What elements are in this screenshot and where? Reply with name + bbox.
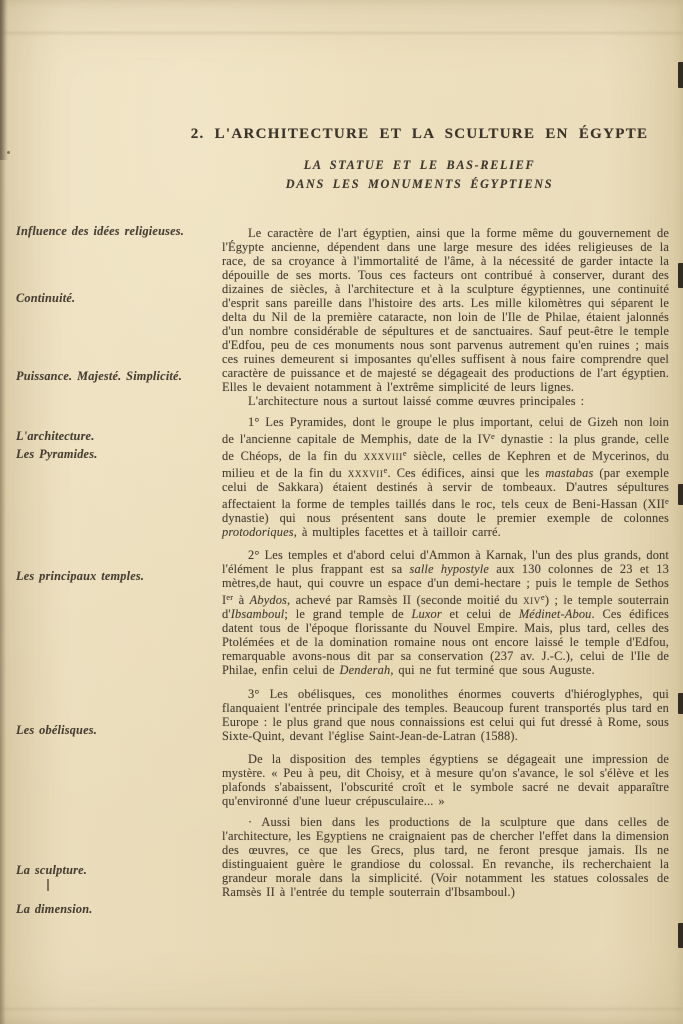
margin-note-architecture: L'architecture. [16, 429, 95, 443]
paragraph-caractere-art-egyptien: Le caractère de l'art égyptien, ainsi que la forme même du gouvernement de l'Égypte ancienne, dépendent dans une large mesure des idées religieuses de la race, de sa croyance à l'immortalité de l'âme, à la nécessité de garder intacte la dépouille de ses morts. Tous ces facteurs ont contribué à conserver, durant des dizaines de siècles, à l'architecture et à la sculpture égyptiennes, une continuité d'esprit sans pareille dans l'histoire des arts. Les mille kilomètres qui séparent le delta du Nil de la première cataracte, non loin de l'Ile de Philae, étaient jalonnés d'un nombre considérable de sépultures et de sanctuaires. Sauf peut-être le temple d'Edfou, peu de ces monuments nous sont parvenus autrement qu'en ruines ; mais ces ruines demeurent si imposantes qu'elles suffisent à nous faire comprendre quel caractère de puissance et de majesté se dégageait des productions de l'art égyptien. Elles le devaient notamment à l'extrême simplicité de leurs lignes. [222, 226, 669, 394]
scan-artifact-right-dash-3 [678, 484, 683, 505]
scan-artifact-right-dash-4 [678, 693, 683, 714]
margin-note-puissance-majeste-simplicite: Puissance. Majesté. Simplicité. [16, 369, 182, 383]
heading-block [156, 126, 683, 193]
margin-note-sculpture: La sculpture. [16, 863, 88, 877]
paragraph-architecture-oeuvres: L'architecture nous a surtout laissé comme œuvres principales : [248, 394, 585, 408]
scan-artifact-right-dash-2 [678, 263, 683, 288]
body-text [222, 226, 669, 899]
paragraph-disposition-mystere: De la disposition des temples égyptiens se dégageait une impression de mystère. « Peu à peu, dit Choisy, et à mesure qu'on s'avance, le sol s'élève et les plafonds s'abaissent, l'obscurité croît et le symbole sacré ne devait apparaître qu'environné d'une lueur crépusculaire... » [222, 752, 669, 808]
paragraph-sculpture-dimension: · Aussi bien dans les productions de la sculpture que dans celles de l'architecture, les Egyptiens ne craignaient pas de chercher l'effet dans la dimension des œuvres, ce que les Grecs, plus tard, ne feront presque jamais. Ils ne distinguaient guère le grandiose du colossal. En revanche, ils recherchaient la grandeur morale dans la simplicité. (Voir notamment les statues colossales de Ramsès II à l'entrée du temple souterrain d'Ibsamboul.) [222, 815, 669, 899]
scan-artifact-left-edge-top [0, 0, 8, 160]
margin-note-principaux-temples: Les principaux temples. [16, 569, 145, 583]
scan-artifact-speck [7, 151, 10, 154]
margin-note-obelisques: Les obélisques. [16, 723, 98, 737]
margin-note-continuite: Continuité. [16, 291, 76, 305]
margin-note-pyramides: Les Pyramides. [16, 447, 98, 461]
paragraph-1-pyramides: 1° Les Pyramides, dont le groupe le plus important, celui de Gizeh non loin de l'ancienne capitale de Memphis, date de la IVe dynastie : la plus grande, celle de Chéops, de la fin du xxxviii$^e$ siècle, celles de Kephren et de Mycerinos, du milieu et de la fin du xxxvii$^e$. Ces édifices, ainsi que les mastabas (par exemple celui de Sakkara) étaient destinés à servir de tombeaux. D'autres sépultures affectaient la forme de temples taillés dans le roc, tels ceux de Beni-Hassan (XIIe dynastie) qui nous présentent sans doute le premier exemple de colonnes protodoriques, à multiples facettes et à tailloir carré. [222, 415, 670, 539]
scan-artifact-right-dash-1 [678, 62, 683, 88]
margin-note-dimension: La dimension. [16, 902, 93, 916]
scan-artifact-right-dash-5 [678, 923, 683, 948]
page-title: 2. L'ARCHITECTURE ET LA SCULTURE EN ÉGYPTE [190, 126, 649, 142]
paragraph-3-obelisques: 3° Les obélisques, ces monolithes énormes couverts d'hiéroglyphes, qui flanquaient l'entrée principale des temples. Beaucoup furent transportés plus tard en Europe : le plus grand que nous connaissions est celui qui fut dressé à Rome, sous Sixte-Quint, devant l'église Saint-Jean-de-Latran (1588). [222, 687, 669, 743]
page-subtitle [156, 156, 683, 193]
scan-artifact-stray-tick [47, 879, 49, 891]
subtitle-line-2: DANS LES MONUMENTS ÉGYPTIENS [285, 176, 554, 191]
margin-note-influence-idees-religieuses: Influence des idées religieuses. [16, 224, 185, 238]
subtitle-line-1: LA STATUE ET LE BAS-RELIEF [303, 158, 536, 172]
paragraph-2-temples: 2° Les temples et d'abord celui d'Ammon à Karnak, l'un des plus grands, dont l'élément le plus frappant est sa salle hypostyle aux 130 colonnes de 23 et 13 mètres,de haut, qui couvre un espace d'un demi-hectare ; puis le temple de Sethos Ier à Abydos, achevé par Ramsès II (seconde moitié du xiv$^e$) ; le temple souterrain d'Ibsamboul; le grand temple de Luxor et celui de Médinet-Abou. Ces édifices datent tous de l'époque florissante du Nouvel Empire. Mais, plus tard, celles des Ptolémées et de la domination romaine nous ont encore laissé le temple d'Edfou, remarquable avons-nous dit par sa conservation (237 av. J.-C.), celui de l'Ile de Philae, enfin celui de Denderah, qui ne fut terminé que sous Auguste. [222, 548, 669, 677]
scan-artifact-crease-bottom [0, 1008, 683, 1010]
scan-artifact-crease-top [0, 32, 683, 34]
